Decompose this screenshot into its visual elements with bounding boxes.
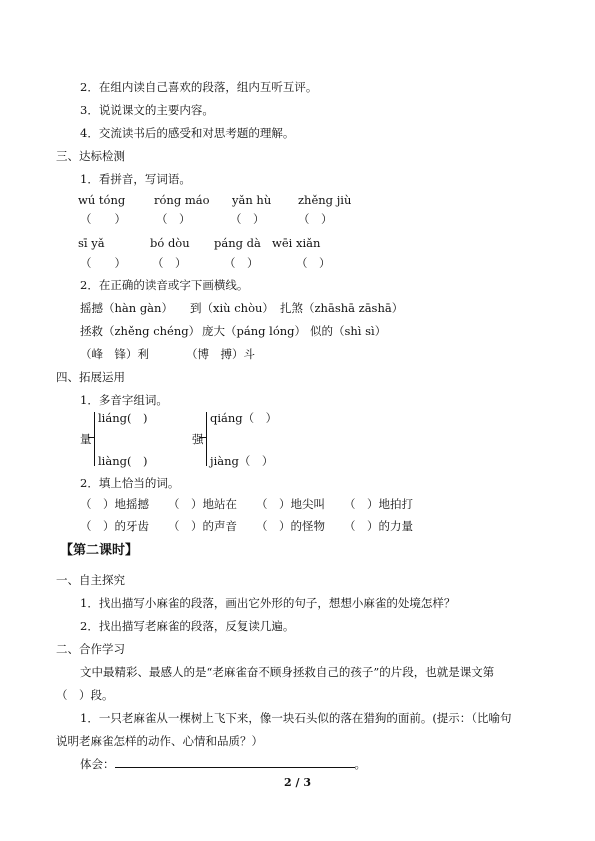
polyphone-2-char: 强 (192, 432, 204, 446)
blank-row-2 (80, 256, 560, 270)
polyphone-1-top: liáng( ) (98, 411, 148, 425)
section-4-heading: 四、拓展运用 (56, 370, 125, 384)
page-number: 2 / 3 (284, 776, 311, 789)
pinyin-item: zhěng jiù (298, 193, 352, 207)
brace-1-tick (88, 437, 94, 438)
part-2-paragraph-line-2: （ ）段。 (56, 688, 114, 702)
reading-row-3 (80, 347, 560, 361)
answer-blank[interactable]: （ ） (298, 212, 333, 226)
reading-item: 庞大（páng lóng） (202, 324, 307, 338)
instruction-3: 3．说说课文的主要内容。 (80, 103, 214, 117)
pinyin-item: wēi xiǎn (272, 236, 321, 250)
part-2-task-1-line-2: 说明老麻雀怎样的动作、心情和品质？） (56, 734, 263, 748)
reading-row-1 (80, 301, 560, 315)
reflection-answer-line[interactable] (115, 757, 355, 768)
fill-item: （ ）的怪物 (256, 519, 325, 533)
fill-row-1 (80, 497, 560, 511)
pinyin-item: sī yǎ (78, 236, 105, 250)
instruction-2: 2．在组内读自己喜欢的段落，组内互听互评。 (80, 80, 318, 94)
part-2-paragraph-line-1: 文中最精彩、最感人的是“老麻雀奋不顾身拯救自己的孩子”的片段，也就是课文第 (80, 665, 495, 679)
answer-blank[interactable]: （ ） (152, 256, 187, 270)
brace-2 (206, 412, 213, 466)
part-2-task-1-line-1: 1．一只老麻雀从一棵树上飞下来，像一块石头似的落在猎狗的面前。(提示：（比喻句 (80, 711, 512, 725)
reading-item: 似的（shì sì） (310, 324, 387, 338)
polyphone-1-char: 量 (80, 432, 92, 446)
answer-blank[interactable]: （ ） (80, 212, 126, 226)
polyphone-2-top: qiáng（ ） (210, 411, 278, 425)
polyphone-2-bottom: jiàng（ ） (210, 454, 274, 468)
pinyin-item: bó dòu (150, 236, 190, 250)
reading-item: 摇撼（hàn gàn） (80, 301, 173, 315)
pinyin-item: róng máo (154, 193, 210, 207)
reading-item: （峰 锋）利 (80, 347, 149, 361)
fill-item: （ ）地站在 (168, 497, 237, 511)
polyphone-1-bottom: liàng( ) (98, 454, 148, 468)
reading-item: 拯救（zhěng chéng） (80, 324, 201, 338)
pinyin-row-2 (78, 236, 558, 250)
fill-item: （ ）的牙齿 (80, 519, 149, 533)
brace-2-tick (200, 437, 206, 438)
reflection-line (80, 757, 366, 771)
lesson-2-heading: 【第二课时】 (60, 543, 139, 558)
pinyin-item: yǎn hù (232, 193, 272, 207)
answer-blank[interactable]: （ ） (224, 256, 259, 270)
reflection-end: 。 (354, 757, 366, 771)
answer-blank[interactable]: （ ） (156, 212, 191, 226)
task-3-1: 1．看拼音，写词语。 (80, 172, 191, 186)
brace-1 (94, 412, 101, 466)
fill-item: （ ）地摇撼 (80, 497, 149, 511)
reading-row-2 (80, 324, 560, 338)
part-1-task-1: 1．找出描写小麻雀的段落，画出它外形的句子，想想小麻雀的处境怎样？ (80, 596, 456, 610)
instruction-4: 4．交流读书后的感受和对思考题的理解。 (80, 126, 295, 140)
reading-item: （博 搏）斗 (186, 347, 255, 361)
pinyin-item: wú tóng (78, 193, 126, 207)
part-1-heading: 一、自主探究 (56, 573, 125, 587)
pinyin-item: páng dà (214, 236, 261, 250)
pinyin-row-1 (78, 193, 558, 207)
answer-blank[interactable]: （ ） (230, 212, 265, 226)
answer-blank[interactable]: （ ） (80, 256, 126, 270)
fill-item: （ ）地尖叫 (256, 497, 325, 511)
reading-item: 到（xiù chòu） (190, 301, 274, 315)
answer-blank[interactable]: （ ） (296, 256, 331, 270)
part-1-task-2: 2．找出描写老麻雀的段落，反复读几遍。 (80, 619, 295, 633)
fill-row-2 (80, 519, 560, 533)
task-3-2: 2．在正确的读音或字下画横线。 (80, 278, 249, 292)
reflection-label: 体会： (80, 757, 115, 771)
task-4-1: 1．多音字组词。 (80, 393, 168, 407)
section-3-heading: 三、达标检测 (56, 149, 125, 163)
blank-row-1 (80, 212, 560, 226)
fill-item: （ ）地拍打 (344, 497, 413, 511)
reading-item: 扎煞（zhāshā zāshā） (280, 301, 404, 315)
task-4-2: 2．填上恰当的词。 (80, 476, 180, 490)
fill-item: （ ）的声音 (168, 519, 237, 533)
part-2-heading: 二、合作学习 (56, 642, 125, 656)
fill-item: （ ）的力量 (344, 519, 413, 533)
